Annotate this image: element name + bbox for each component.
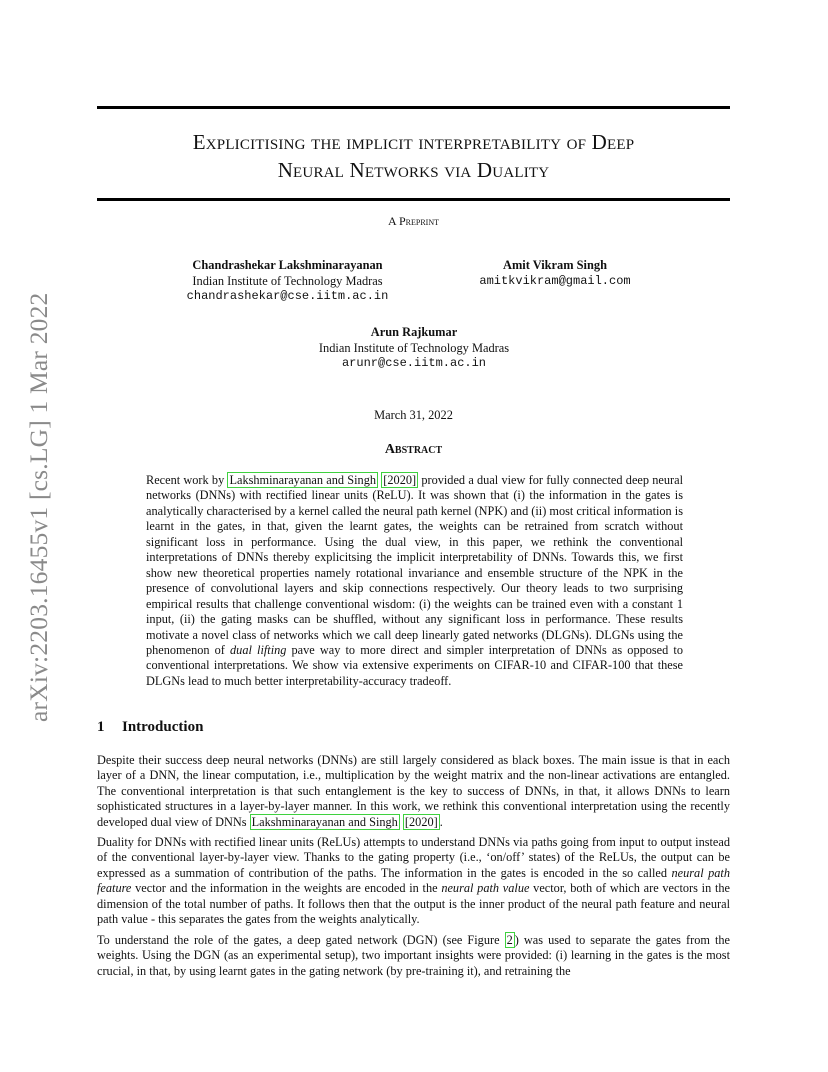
paragraph-text: ) was used to separate the gates from the weights. Using the DGN (as an experimental setup), two important insights were provided: (i) learning in the gates is the most crucial, in that, by using learnt gates in the gating network (by pre-training it), and retraining the — [97, 933, 730, 978]
title-top-rule — [97, 106, 730, 109]
author-block-3 — [297, 325, 531, 372]
intro-paragraph-3 — [97, 933, 730, 979]
author-block-2 — [440, 258, 670, 289]
author-block-1 — [160, 258, 415, 305]
abstract-text: Recent work by — [146, 473, 228, 487]
author-email: chandrashekar@cse.iitm.ac.in — [186, 289, 389, 303]
figure-number: 2 — [506, 933, 513, 947]
abstract-heading: Abstract — [384, 442, 443, 457]
author-affiliation: Indian Institute of Technology Madras — [192, 273, 383, 288]
intro-paragraph-2 — [97, 835, 730, 928]
paragraph-text: Despite their success deep neural networks (DNNs) are still largely considered as black boxes. The main issue is that in each layer of a DNN, the linear computation, i.e., multiplication by the weight matrix and the non-linear activations are entangled. The conventional interpretation is that such entanglement is the key to success of DNNs, in that, it allows DNNs to learn sophisticated structures in a layer-by-layer manner. In this work, we rethink this conventional interpretation using the recently developed dual view of DNNs — [97, 753, 730, 829]
title-line-2: Neural Networks via Duality — [277, 158, 550, 182]
arxiv-identifier-stamp: arXiv:2203.16455v1 [cs.LG] 1 Mar 2022 — [24, 292, 53, 722]
citation-year: 2020 — [387, 473, 412, 487]
paragraph-text: To understand the role of the gates, a deep gated network (DGN) (see Figure — [97, 933, 505, 947]
citation-author: Lakshminarayanan and Singh — [229, 473, 377, 487]
paragraph-text: . — [439, 814, 443, 829]
emphasized-term: neural path value — [441, 881, 530, 896]
author-affiliation: Indian Institute of Technology Madras — [318, 340, 510, 355]
paragraph-text: Duality for DNNs with rectified linear units (ReLUs) attempts to understand DNNs via paths going from input to output instead of the conventional layer-by-layer view. Thanks to the gating property (i.e., ‘on/off’ states) of the ReLUs, the output can be expressed as a summation of contribution of the paths. The information in the gates is encoded in the so called — [97, 835, 730, 880]
title-bottom-rule — [97, 198, 730, 201]
figure-reference-link[interactable] — [505, 932, 515, 948]
author-name: Amit Vikram Singh — [503, 258, 607, 272]
section-number: 1 — [97, 719, 105, 735]
author-name: Arun Rajkumar — [370, 325, 458, 339]
author-email: arunr@cse.iitm.ac.in — [341, 356, 487, 370]
citation-year: 2020 — [409, 814, 434, 829]
author-email: amitkvikram@gmail.com — [479, 273, 631, 288]
emphasized-term: neural path feature — [97, 865, 730, 896]
citation-link[interactable] — [227, 472, 378, 488]
emphasized-term: dual lifting — [230, 642, 287, 657]
title-line-1: Explicitising the implicit interpretability of Deep — [192, 130, 635, 154]
citation-link[interactable] — [250, 814, 400, 830]
paper-title — [97, 128, 730, 184]
section-heading-introduction — [97, 719, 203, 736]
intro-paragraph-1 — [97, 753, 730, 830]
section-title: Introduction — [122, 719, 204, 735]
abstract-text: input, (ii) the gating masks can be shuffled, without any significant loss in performance. These results motivate a novel class of networks which we call deep linearly gated networks (DLGNs). DLGNs using the phenomenon of — [146, 612, 683, 657]
abstract-body — [146, 473, 683, 689]
author-name: Chandrashekar Lakshminarayanan — [192, 258, 383, 272]
citation-year-link[interactable]: [2020] — [383, 473, 417, 487]
abstract-text: pave way to more direct and simpler interpretation of DNNs as opposed to conventional interpretations. We show via extensive experiments on CIFAR-10 and CIFAR-100 that these DLGNs lead to much better interpretability-accuracy tradeoff. — [146, 642, 683, 688]
publication-date: March 31, 2022 — [374, 408, 453, 422]
preprint-label: A Preprint — [387, 214, 439, 228]
paragraph-text: vector and the information in the weights are encoded in the — [131, 881, 442, 896]
citation-year-link[interactable]: [2020] — [404, 814, 438, 829]
math-constant: 1 — [676, 596, 683, 611]
abstract-text: provided a dual view for fully connected deep neural networks (DNNs) with rectified linear units (ReLU). It was shown that (i) the information in the gates is analytically characterised by a kernel called the neural path kernel (NPK) and (ii) most critical information is learnt in the gates, in that, given the learnt gates, the weights can be retrained from scratch without significant loss in performance. Using the dual view, in this paper, we rethink the conventional interpretations of DNNs thereby explicitsing the implicit interpretability of DNNs. Towards this, we first show new theoretical properties namely rotational invariance and ensemble structure of the NPK in the presence of convolutional layers and skip connections respectively. Our theory leads to two surprising empirical results that challenge conventional wisdom: (i) the weights can be trained even with a constant — [146, 473, 683, 611]
paragraph-text: vector, both of which are vectors in the dimension of the total number of paths. It follows then that the output is the inner product of the neural path feature and neural path value - this separates the gates from the weights analytically. — [97, 881, 731, 927]
citation-author: Lakshminarayanan and Singh — [251, 814, 398, 829]
